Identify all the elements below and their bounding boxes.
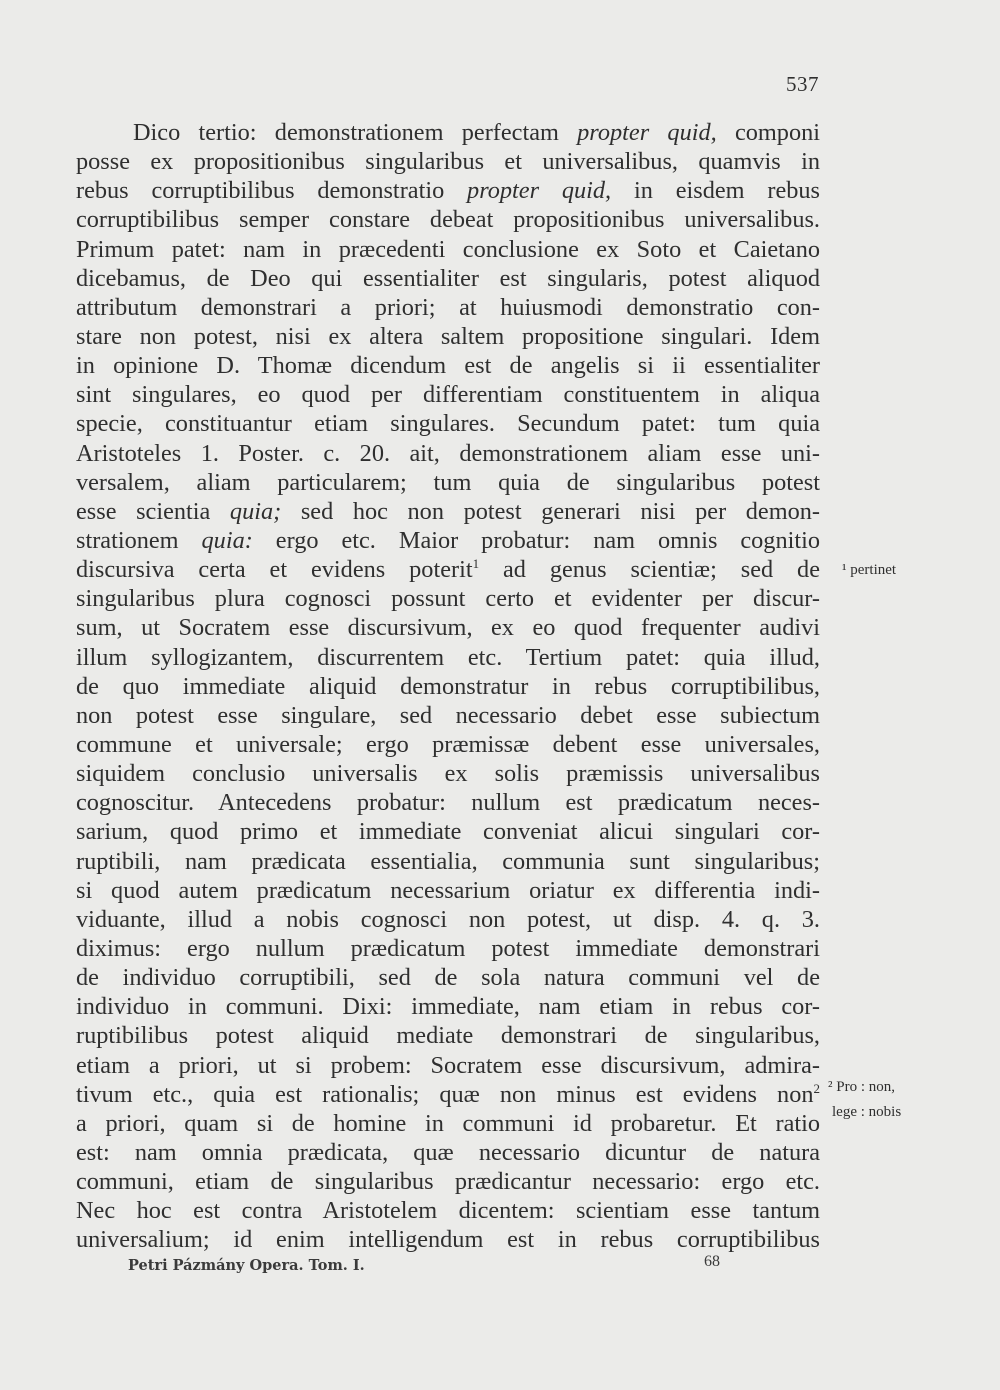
text-run: dicebamus, de Deo qui essentialiter est singularis, potest aliquod: [76, 264, 820, 292]
italic-term: propter quid,: [577, 119, 717, 146]
text-line: [76, 1196, 820, 1225]
text-run: ad genus scientiæ; sed de: [479, 556, 820, 584]
text-run: cognoscitur. Antecedens probatur: nullum est prædicatum neces-: [76, 789, 820, 817]
text-line: [76, 439, 820, 468]
text-line: [76, 497, 820, 526]
text-run: diximus: ergo nullum prædicatum potest immediate demonstrari: [76, 934, 820, 962]
text-line: [76, 759, 820, 788]
margin-note-2: ² Pro : non,: [828, 1079, 896, 1095]
text-run: est: nam omnia prædicata, quæ necessario dicuntur de natura: [76, 1138, 820, 1166]
footnote-ref: 2: [813, 1080, 820, 1096]
italic-term: propter quid,: [467, 177, 612, 205]
text-line: [76, 817, 820, 846]
text-run: ruptibilibus potest aliquid mediate demonstrari de singularibus,: [76, 1022, 820, 1050]
text-line: [76, 1021, 820, 1050]
text-run: communi, etiam de singularibus prædicantur necessario: ergo etc.: [76, 1168, 820, 1196]
text-run: Dico tertio: demonstrationem perfectam: [133, 119, 578, 146]
text-line: [76, 1080, 820, 1109]
text-run: rebus corruptibilibus demonstratio: [76, 177, 468, 205]
text-line: [76, 613, 820, 642]
text-run: strationem: [76, 526, 202, 554]
text-line: [76, 1109, 820, 1138]
text-line: [76, 1051, 820, 1080]
text-run: Primum patet: nam in præcedenti conclusione ex Soto et Caietano: [76, 235, 820, 263]
footer-title: Petri Pázmány Opera. Tom. I.: [128, 1257, 365, 1274]
text-line: [76, 905, 820, 934]
text-run: sint singulares, eo quod per differentiam constituentem in aliqua: [76, 381, 820, 409]
text-run: a priori, quam si de homine in communi id probaretur. Et ratio: [76, 1109, 820, 1137]
text-run: discursiva certa et evidens poterit: [76, 556, 473, 584]
text-line: [76, 876, 820, 905]
text-line: [76, 322, 820, 351]
text-run: non potest esse singulare, sed necessario debet esse subiectum: [76, 701, 820, 729]
text-run: esse scientia: [76, 497, 230, 525]
text-run: si quod autem prædicatum necessarium oriatur ex differentia indi-: [76, 876, 820, 904]
text-line: [76, 147, 820, 176]
text-line: [76, 235, 820, 264]
text-run: illum syllogizantem, discurrentem etc. Tertium patet: quia illud,: [76, 643, 820, 671]
text-run: sed hoc non potest generari nisi per demon-: [281, 497, 820, 525]
text-line: [76, 526, 820, 555]
text-run: etiam a priori, ut si probem: Socratem esse discursivum, admira-: [76, 1051, 820, 1079]
text-run: ruptibili, nam prædicata essentialia, communia sunt singularibus;: [76, 847, 820, 875]
text-run: de quo immediate aliquid demonstratur in rebus corruptibilibus,: [76, 672, 820, 700]
text-line: [76, 205, 820, 234]
italic-term: quia:: [201, 526, 253, 554]
italic-term: quia;: [229, 497, 282, 525]
text-line: [76, 847, 820, 876]
text-line: [76, 380, 820, 409]
text-line: [76, 409, 820, 438]
margin-note-3: lege : nobis: [832, 1104, 902, 1120]
text-run: componi: [716, 119, 820, 146]
text-run: ergo etc. Maior probatur: nam omnis cognitio: [252, 526, 820, 554]
text-run: attributum demonstrari a priori; at huiusmodi demonstratio con-: [76, 293, 820, 321]
text-line: [76, 788, 820, 817]
text-run: specie, constituantur etiam singulares. Secundum patet: tum quia: [76, 410, 820, 438]
text-run: stare non potest, nisi ex altera saltem propositione singulari. Idem: [76, 322, 820, 350]
footnote-ref: 1: [472, 556, 480, 572]
text-line: [76, 468, 820, 497]
text-line: [76, 672, 820, 701]
text-line: [76, 293, 820, 322]
text-run: individuo in communi. Dixi: immediate, nam etiam in rebus cor-: [76, 993, 820, 1021]
text-line: [76, 963, 820, 992]
signature-mark: 68: [704, 1253, 720, 1270]
text-line: [76, 730, 820, 759]
text-line: [76, 264, 820, 293]
text-run: in eisdem rebus: [611, 177, 820, 205]
text-run: versalem, aliam particularem; tum quia de singularibus potest: [76, 468, 820, 496]
text-run: tivum etc., quia est rationalis; quæ non minus est evidens non: [76, 1080, 814, 1108]
text-line: [76, 118, 820, 147]
text-run: corruptibilibus semper constare debeat propositionibus universalibus.: [76, 206, 820, 234]
text-run: viduante, illud a nobis cognosci non potest, ut disp. 4. q. 3.: [76, 905, 820, 933]
text-run: Aristoteles 1. Poster. c. 20. ait, demonstrationem aliam esse uni-: [76, 439, 820, 467]
page-number: 537: [786, 72, 819, 96]
text-run: universalium; id enim intelligendum est in rebus corruptibilibus: [76, 1226, 820, 1254]
text-line: [76, 555, 820, 584]
text-line: [76, 1138, 820, 1167]
text-line: [76, 1167, 820, 1196]
text-line: [76, 584, 820, 613]
text-run: de individuo corruptibili, sed de sola natura communi vel de: [76, 964, 820, 992]
text-run: sarium, quod primo et immediate conveniat alicui singulari cor-: [76, 818, 820, 846]
text-line: [76, 1225, 820, 1254]
text-line: [76, 992, 820, 1021]
text-run: sum, ut Socratem esse discursivum, ex eo quod frequenter audivi: [76, 614, 820, 642]
text-run: posse ex propositionibus singularibus et universalibus, quamvis in: [76, 148, 820, 176]
text-line: [76, 643, 820, 672]
text-run: singularibus plura cognosci possunt certo et evidenter per discur-: [76, 585, 820, 613]
text-run: commune et universale; ergo præmissæ debent esse universales,: [76, 730, 820, 758]
text-line: [76, 351, 820, 380]
text-line: [76, 934, 820, 963]
text-line: [76, 176, 820, 205]
text-run: Nec hoc est contra Aristotelem dicentem: scientiam esse tantum: [76, 1197, 820, 1225]
text-run: siquidem conclusio universalis ex solis præmissis universalibus: [76, 760, 820, 788]
body-text: [76, 118, 820, 1254]
margin-note-1: ¹ pertinet: [842, 562, 897, 578]
text-run: in opinione D. Thomæ dicendum est de angelis si ii essentialiter: [76, 352, 820, 380]
text-line: [76, 701, 820, 730]
